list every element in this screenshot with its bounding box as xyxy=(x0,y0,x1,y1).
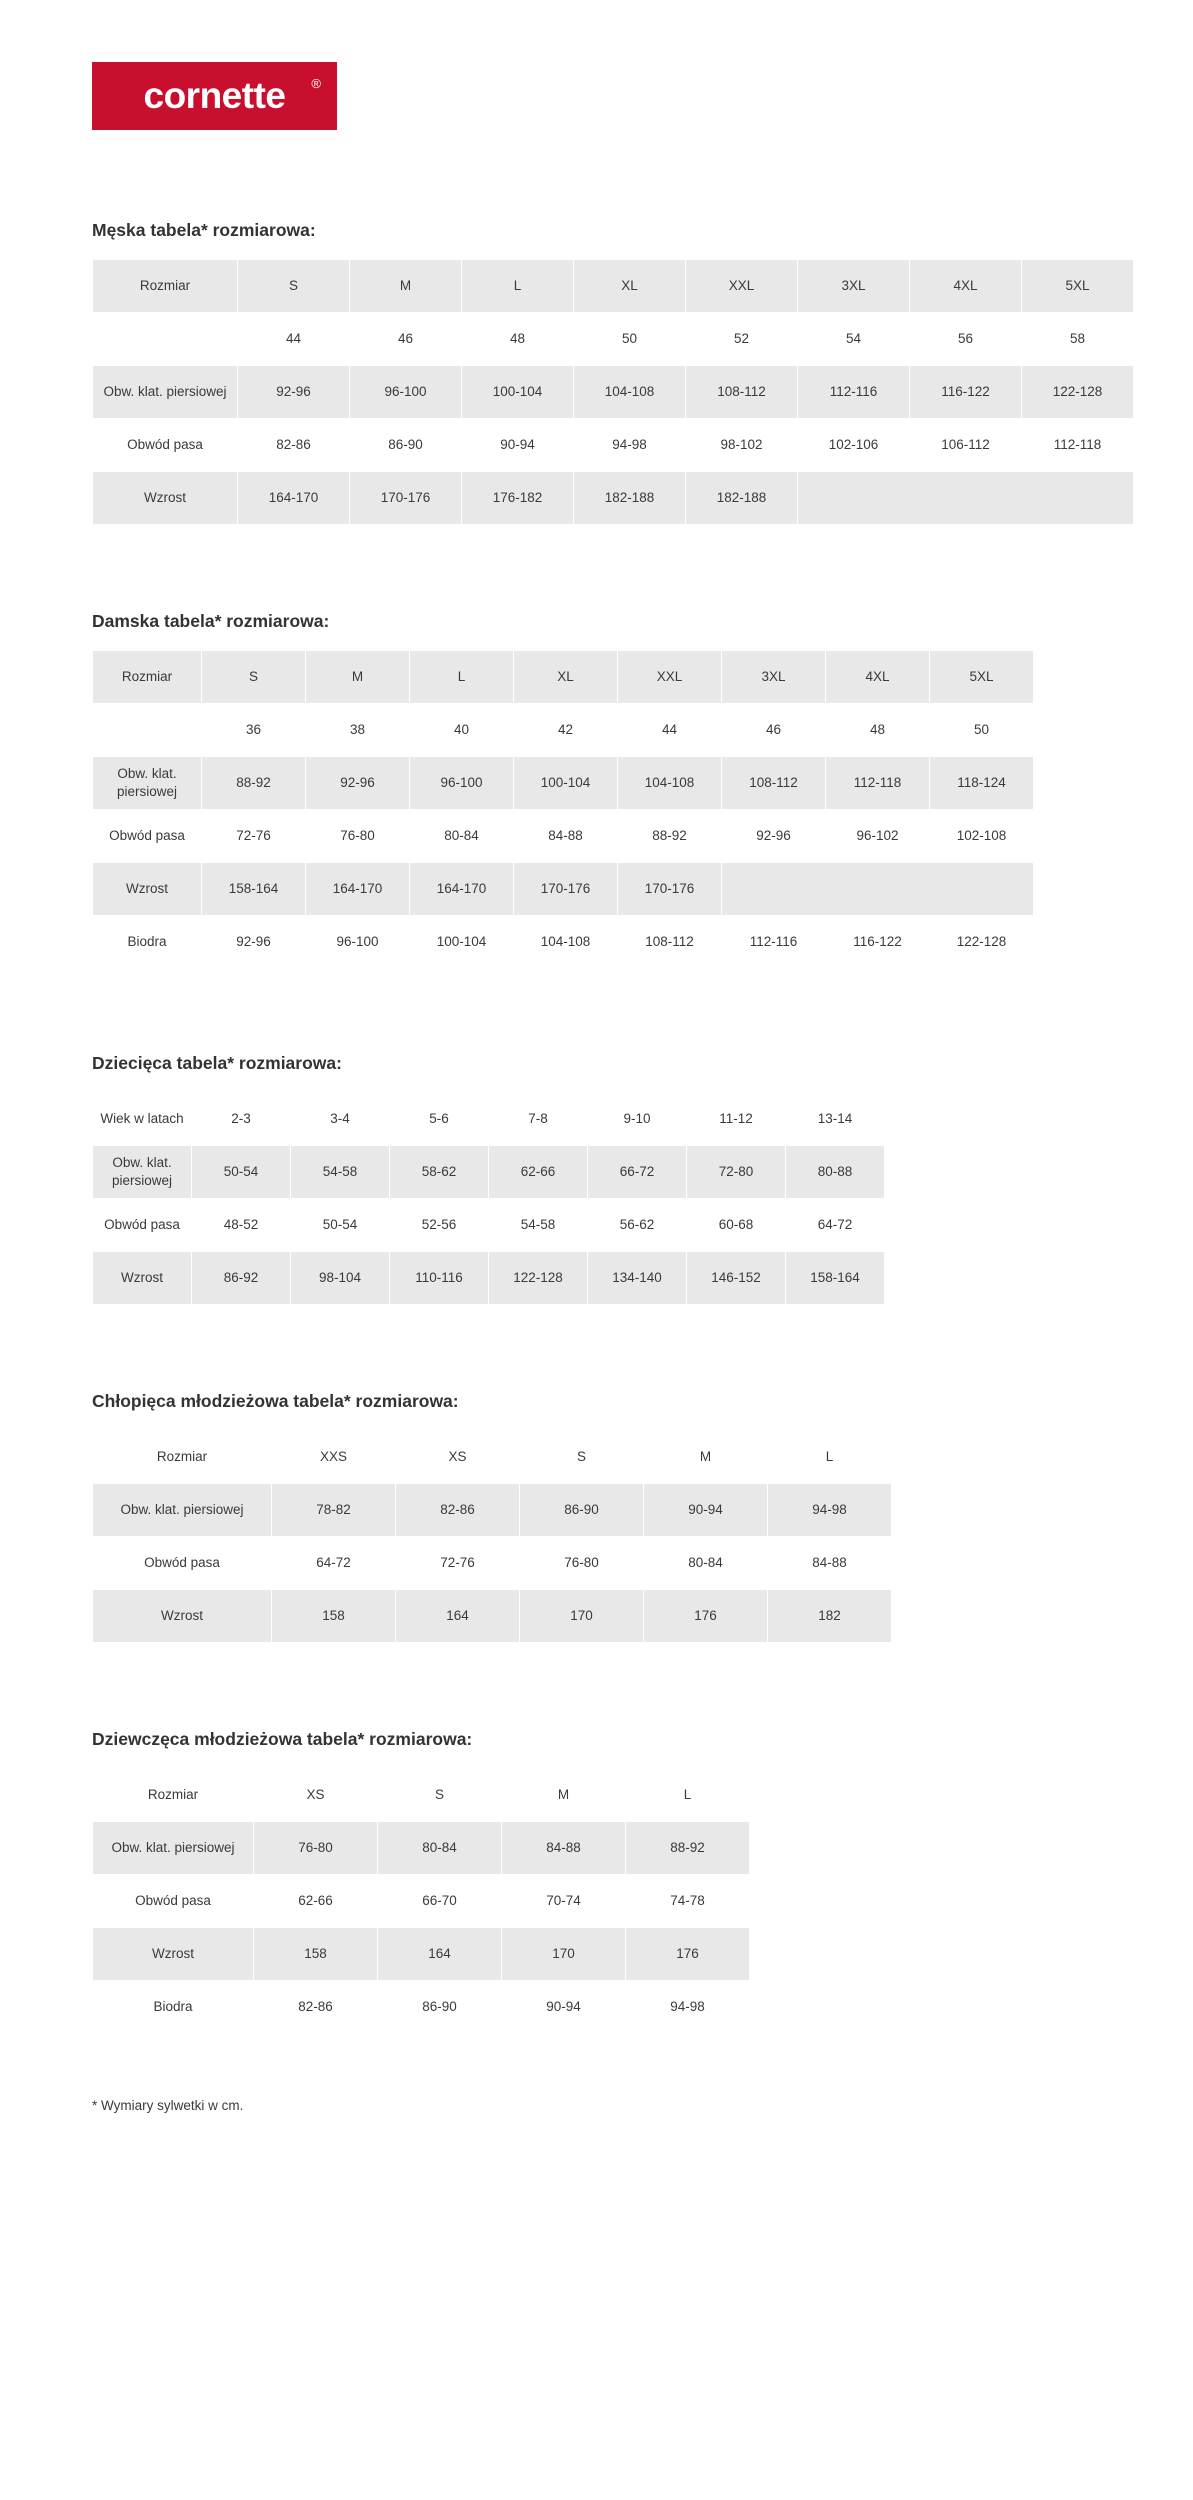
cell: L xyxy=(410,651,514,704)
section-title-women: Damska tabela* rozmiarowa: xyxy=(92,611,330,631)
size-table-women xyxy=(92,650,1034,969)
section-kids xyxy=(92,1053,1193,1305)
cell: 80-84 xyxy=(378,1822,502,1875)
row-header: Obwód pasa xyxy=(93,1199,192,1252)
row-header: Obw. klat. piersiowej xyxy=(93,1484,272,1537)
cell: 108-112 xyxy=(618,916,722,969)
cell: 112-116 xyxy=(798,366,910,419)
cell: 112-118 xyxy=(826,757,930,810)
row-header: Obwód pasa xyxy=(93,419,238,472)
cell: 104-108 xyxy=(574,366,686,419)
table-row xyxy=(93,472,1134,525)
cell: S xyxy=(520,1431,644,1484)
cell: 5-6 xyxy=(390,1093,489,1146)
cell: 170 xyxy=(520,1590,644,1643)
cell: 122-128 xyxy=(489,1252,588,1305)
cell: 84-88 xyxy=(514,810,618,863)
cell: 100-104 xyxy=(514,757,618,810)
cell: 102-108 xyxy=(930,810,1034,863)
cell: 13-14 xyxy=(786,1093,885,1146)
cell: 92-96 xyxy=(306,757,410,810)
logo-text: cornette xyxy=(143,75,286,116)
cell: XXL xyxy=(618,651,722,704)
cell: 3XL xyxy=(798,260,910,313)
cell: 4XL xyxy=(826,651,930,704)
table-row xyxy=(93,1928,750,1981)
table-row xyxy=(93,260,1134,313)
cell: 50-54 xyxy=(192,1146,291,1199)
cell: 170-176 xyxy=(514,863,618,916)
cell: 122-128 xyxy=(1022,366,1134,419)
row-header: Biodra xyxy=(93,1981,254,2034)
row-header: Obw. klat. piersiowej xyxy=(93,1822,254,1875)
cell: 4XL xyxy=(910,260,1022,313)
cell: 42 xyxy=(514,704,618,757)
table-row xyxy=(93,1822,750,1875)
cell: 90-94 xyxy=(644,1484,768,1537)
cell: 52-56 xyxy=(390,1199,489,1252)
cell: 170-176 xyxy=(350,472,462,525)
cell: 76-80 xyxy=(306,810,410,863)
row-header xyxy=(93,704,202,757)
cell: 96-102 xyxy=(826,810,930,863)
cell: XXL xyxy=(686,260,798,313)
cell: 86-92 xyxy=(192,1252,291,1305)
cell: 122-128 xyxy=(930,916,1034,969)
cell: 54 xyxy=(798,313,910,366)
cell: M xyxy=(306,651,410,704)
cell: 64-72 xyxy=(272,1537,396,1590)
cell: 158 xyxy=(254,1928,378,1981)
table-row xyxy=(93,863,1034,916)
cell: S xyxy=(378,1769,502,1822)
cell: XS xyxy=(254,1769,378,1822)
cell: 90-94 xyxy=(462,419,574,472)
cell: 60-68 xyxy=(687,1199,786,1252)
cell: 94-98 xyxy=(768,1484,892,1537)
cell: 112-116 xyxy=(722,916,826,969)
cell: 100-104 xyxy=(462,366,574,419)
row-header xyxy=(93,313,238,366)
cell: 36 xyxy=(202,704,306,757)
cell: 76-80 xyxy=(520,1537,644,1590)
registered-mark-icon: ® xyxy=(311,76,321,91)
section-girls xyxy=(92,1729,1193,2034)
table-row xyxy=(93,810,1034,863)
cell: 164-170 xyxy=(238,472,350,525)
cell: 92-96 xyxy=(722,810,826,863)
size-table-kids xyxy=(92,1092,885,1305)
section-boys xyxy=(92,1391,1193,1643)
cell: 48-52 xyxy=(192,1199,291,1252)
table-row xyxy=(93,1537,892,1590)
cell: 104-108 xyxy=(618,757,722,810)
table-row xyxy=(93,1590,892,1643)
cell: 164-170 xyxy=(306,863,410,916)
cell: 70-74 xyxy=(502,1875,626,1928)
table-row xyxy=(93,704,1034,757)
table-row xyxy=(93,1875,750,1928)
row-header: Wiek w latach xyxy=(93,1093,192,1146)
cell: 116-122 xyxy=(910,366,1022,419)
cell: 94-98 xyxy=(574,419,686,472)
table-row xyxy=(93,1769,750,1822)
cell: L xyxy=(462,260,574,313)
cell: 72-80 xyxy=(687,1146,786,1199)
row-header: Obwód pasa xyxy=(93,1537,272,1590)
cell: 98-104 xyxy=(291,1252,390,1305)
cell: 96-100 xyxy=(350,366,462,419)
cell: 66-72 xyxy=(588,1146,687,1199)
cell: 102-106 xyxy=(798,419,910,472)
cell: 38 xyxy=(306,704,410,757)
cell: 176-182 xyxy=(462,472,574,525)
cell: 48 xyxy=(826,704,930,757)
cell: S xyxy=(202,651,306,704)
cell: 106-112 xyxy=(910,419,1022,472)
cell: 110-116 xyxy=(390,1252,489,1305)
cell: 58 xyxy=(1022,313,1134,366)
cell: 164 xyxy=(378,1928,502,1981)
cell: 2-3 xyxy=(192,1093,291,1146)
cell: 96-100 xyxy=(306,916,410,969)
row-header: Wzrost xyxy=(93,1252,192,1305)
cell: 46 xyxy=(722,704,826,757)
cell: 108-112 xyxy=(686,366,798,419)
row-header: Obw. klat. piersiowej xyxy=(93,366,238,419)
cell: 52 xyxy=(686,313,798,366)
row-header: Obwód pasa xyxy=(93,1875,254,1928)
cell: 86-90 xyxy=(520,1484,644,1537)
cell: 88-92 xyxy=(202,757,306,810)
cell: L xyxy=(768,1431,892,1484)
cell: XL xyxy=(514,651,618,704)
cell: 158-164 xyxy=(202,863,306,916)
table-row xyxy=(93,419,1134,472)
table-row xyxy=(93,366,1134,419)
size-table-boys xyxy=(92,1430,892,1643)
cell: 98-102 xyxy=(686,419,798,472)
cell: 3XL xyxy=(722,651,826,704)
size-table-girls xyxy=(92,1768,750,2034)
table-row xyxy=(93,313,1134,366)
cell: 88-92 xyxy=(618,810,722,863)
section-title-girls: Dziewczęca młodzieżowa tabela* rozmiarowa: xyxy=(92,1729,473,1749)
cell: 96-100 xyxy=(410,757,514,810)
row-header: Rozmiar xyxy=(93,651,202,704)
cell: 170-176 xyxy=(618,863,722,916)
cell: 62-66 xyxy=(254,1875,378,1928)
cell: 46 xyxy=(350,313,462,366)
cell: 76-80 xyxy=(254,1822,378,1875)
cell: 88-92 xyxy=(626,1822,750,1875)
cell: 78-82 xyxy=(272,1484,396,1537)
cell: 118-124 xyxy=(930,757,1034,810)
cell: M xyxy=(350,260,462,313)
cell: 74-78 xyxy=(626,1875,750,1928)
cell: 66-70 xyxy=(378,1875,502,1928)
cell: 56-62 xyxy=(588,1199,687,1252)
table-row xyxy=(93,1981,750,2034)
cell: XS xyxy=(396,1431,520,1484)
cell: 5XL xyxy=(930,651,1034,704)
cell: 164-170 xyxy=(410,863,514,916)
table-row xyxy=(93,1146,885,1199)
cell: 164 xyxy=(396,1590,520,1643)
cell: XXS xyxy=(272,1431,396,1484)
section-title-boys: Chłopięca młodzieżowa tabela* rozmiarowa: xyxy=(92,1391,459,1411)
section-title-men: Męska tabela* rozmiarowa: xyxy=(92,220,316,240)
cell: 182-188 xyxy=(574,472,686,525)
cell: 50-54 xyxy=(291,1199,390,1252)
cell: M xyxy=(644,1431,768,1484)
section-men xyxy=(92,220,1193,525)
cell: 92-96 xyxy=(238,366,350,419)
size-table-men xyxy=(92,259,1134,525)
cell: L xyxy=(626,1769,750,1822)
footnote: * Wymiary sylwetki w cm. xyxy=(92,2098,244,2113)
section-title-kids: Dziecięca tabela* rozmiarowa: xyxy=(92,1053,342,1073)
cell: 64-72 xyxy=(786,1199,885,1252)
table-row xyxy=(93,1093,885,1146)
cell: 82-86 xyxy=(238,419,350,472)
cell: 40 xyxy=(410,704,514,757)
row-header: Rozmiar xyxy=(93,260,238,313)
cell: 176 xyxy=(644,1590,768,1643)
cell: 182 xyxy=(768,1590,892,1643)
row-header: Wzrost xyxy=(93,1590,272,1643)
cell: 112-118 xyxy=(1022,419,1134,472)
cell: 94-98 xyxy=(626,1981,750,2034)
cell: M xyxy=(502,1769,626,1822)
cell: 116-122 xyxy=(826,916,930,969)
cell: 108-112 xyxy=(722,757,826,810)
cell: 100-104 xyxy=(410,916,514,969)
cell: S xyxy=(238,260,350,313)
cell: 158-164 xyxy=(786,1252,885,1305)
cell-merged xyxy=(798,472,1134,525)
cell: 182-188 xyxy=(686,472,798,525)
cell: 90-94 xyxy=(502,1981,626,2034)
cell: 54-58 xyxy=(291,1146,390,1199)
table-row xyxy=(93,757,1034,810)
row-header: Biodra xyxy=(93,916,202,969)
cell: 44 xyxy=(238,313,350,366)
cell: 82-86 xyxy=(396,1484,520,1537)
cell: 86-90 xyxy=(350,419,462,472)
section-women xyxy=(92,611,1193,969)
cell: 72-76 xyxy=(202,810,306,863)
cell: 158 xyxy=(272,1590,396,1643)
cell: 11-12 xyxy=(687,1093,786,1146)
cell: 50 xyxy=(574,313,686,366)
row-header: Obw. klat. piersiowej xyxy=(93,757,202,810)
cell: 5XL xyxy=(1022,260,1134,313)
table-row xyxy=(93,651,1034,704)
row-header: Obw. klat. piersiowej xyxy=(93,1146,192,1199)
cell: 3-4 xyxy=(291,1093,390,1146)
cell: 80-84 xyxy=(644,1537,768,1590)
cell: 50 xyxy=(930,704,1034,757)
cell: 58-62 xyxy=(390,1146,489,1199)
cell: 56 xyxy=(910,313,1022,366)
row-header: Wzrost xyxy=(93,1928,254,1981)
cornette-logo xyxy=(92,62,337,130)
cell: 7-8 xyxy=(489,1093,588,1146)
table-row xyxy=(93,916,1034,969)
cell: 82-86 xyxy=(254,1981,378,2034)
cell: 80-88 xyxy=(786,1146,885,1199)
row-header: Wzrost xyxy=(93,472,238,525)
table-row xyxy=(93,1199,885,1252)
cell: 62-66 xyxy=(489,1146,588,1199)
cell: 92-96 xyxy=(202,916,306,969)
cell: 48 xyxy=(462,313,574,366)
cell: XL xyxy=(574,260,686,313)
row-header: Obwód pasa xyxy=(93,810,202,863)
cell: 86-90 xyxy=(378,1981,502,2034)
cell: 84-88 xyxy=(502,1822,626,1875)
cell: 54-58 xyxy=(489,1199,588,1252)
cell: 72-76 xyxy=(396,1537,520,1590)
cell: 134-140 xyxy=(588,1252,687,1305)
table-row xyxy=(93,1431,892,1484)
cell: 44 xyxy=(618,704,722,757)
cell-merged xyxy=(722,863,1034,916)
cell: 170 xyxy=(502,1928,626,1981)
cell: 9-10 xyxy=(588,1093,687,1146)
table-row xyxy=(93,1252,885,1305)
cell: 176 xyxy=(626,1928,750,1981)
cell: 146-152 xyxy=(687,1252,786,1305)
row-header: Rozmiar xyxy=(93,1769,254,1822)
table-row xyxy=(93,1484,892,1537)
cell: 80-84 xyxy=(410,810,514,863)
row-header: Wzrost xyxy=(93,863,202,916)
cell: 84-88 xyxy=(768,1537,892,1590)
cell: 104-108 xyxy=(514,916,618,969)
row-header: Rozmiar xyxy=(93,1431,272,1484)
